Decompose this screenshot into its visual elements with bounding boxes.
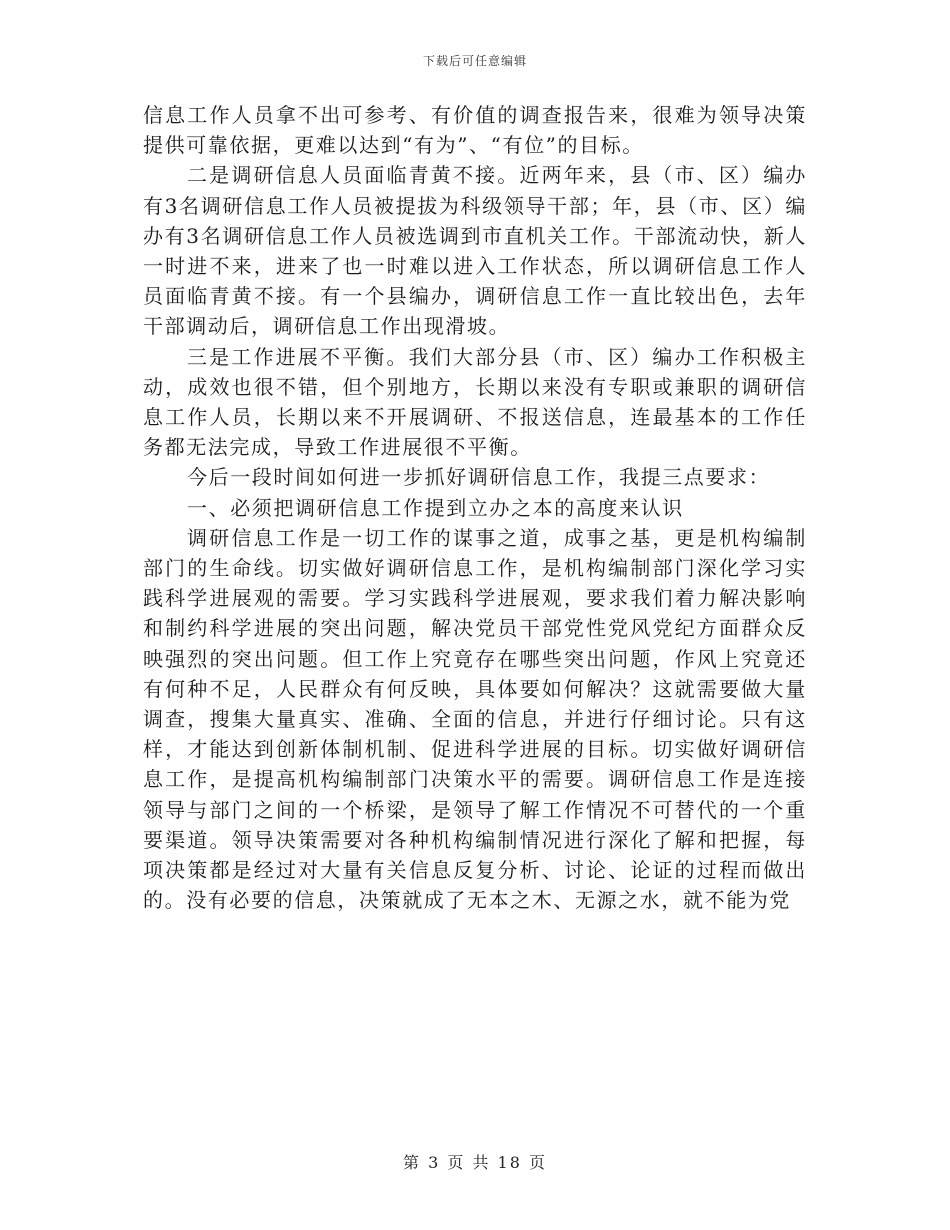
- paragraph-3: 三是工作进展不平衡。我们大部分县（市、区）编办工作积极主动，成效也很不错，但个别地方，长期以来没有专职或兼职的调研信息工作人员，长期以来不开展调研、不报送信息，连最基本的工作任务都无法完成，导致工作进展很不平衡。: [143, 344, 807, 460]
- page-number-footer: 第 3 页 共 18 页: [403, 1153, 547, 1172]
- paragraph-1: 信息工作人员拿不出可参考、有价值的调查报告来，很难为领导决策提供可靠依据，更难以达到“有为”、“有位”的目标。: [143, 103, 807, 158]
- paragraph-4: 今后一段时间如何进一步抓好调研信息工作，我提三点要求：: [187, 465, 771, 490]
- paragraph-2: 二是调研信息人员面临青黄不接。近两年来，县（市、区）编办有3名调研信息工作人员被提拔为科级领导干部；年，县（市、区）编办有3名调研信息工作人员被选调到市直机关工作。干部流动快，新人一时进不来，进来了也一时难以进入工作状态，所以调研信息工作人员面临青黄不接。有一个县编办，调研信息工作一直比较出色，去年干部调动后，调研信息工作出现滑坡。: [143, 163, 807, 339]
- document-body: [143, 100, 807, 915]
- section-heading: 一、必须把调研信息工作提到立办之本的高度来认识: [187, 495, 684, 520]
- page-header: 下载后可任意编辑: [422, 54, 527, 68]
- paragraph-6: 调研信息工作是一切工作的谋事之道，成事之基，更是机构编制部门的生命线。切实做好调研信息工作，是机构编制部门深化学习实践科学进展观的需要。学习实践科学进展观，要求我们着力解决影响和制约科学进展的突出问题，解决党员干部党性党风党纪方面群众反映强烈的突出问题。但工作上究竟存在哪些突出问题，作风上究竟还有何种不足，人民群众有何反映，具体要如何解决？这就需要做大量调查，搜集大量真实、准确、全面的信息，并进行仔细讨论。只有这样，才能达到创新体制机制、促进科学进展的目标。切实做好调研信息工作，是提高机构编制部门决策水平的需要。调研信息工作是连接领导与部门之间的一个桥梁，是领导了解工作情况不可替代的一个重要渠道。领导决策需要对各种机构编制情况进行深化了解和把握，每项决策都是经过对大量有关信息反复分析、讨论、论证的过程而做出的。没有必要的信息，决策就成了无本之木、无源之水，就不能为党: [143, 525, 807, 913]
